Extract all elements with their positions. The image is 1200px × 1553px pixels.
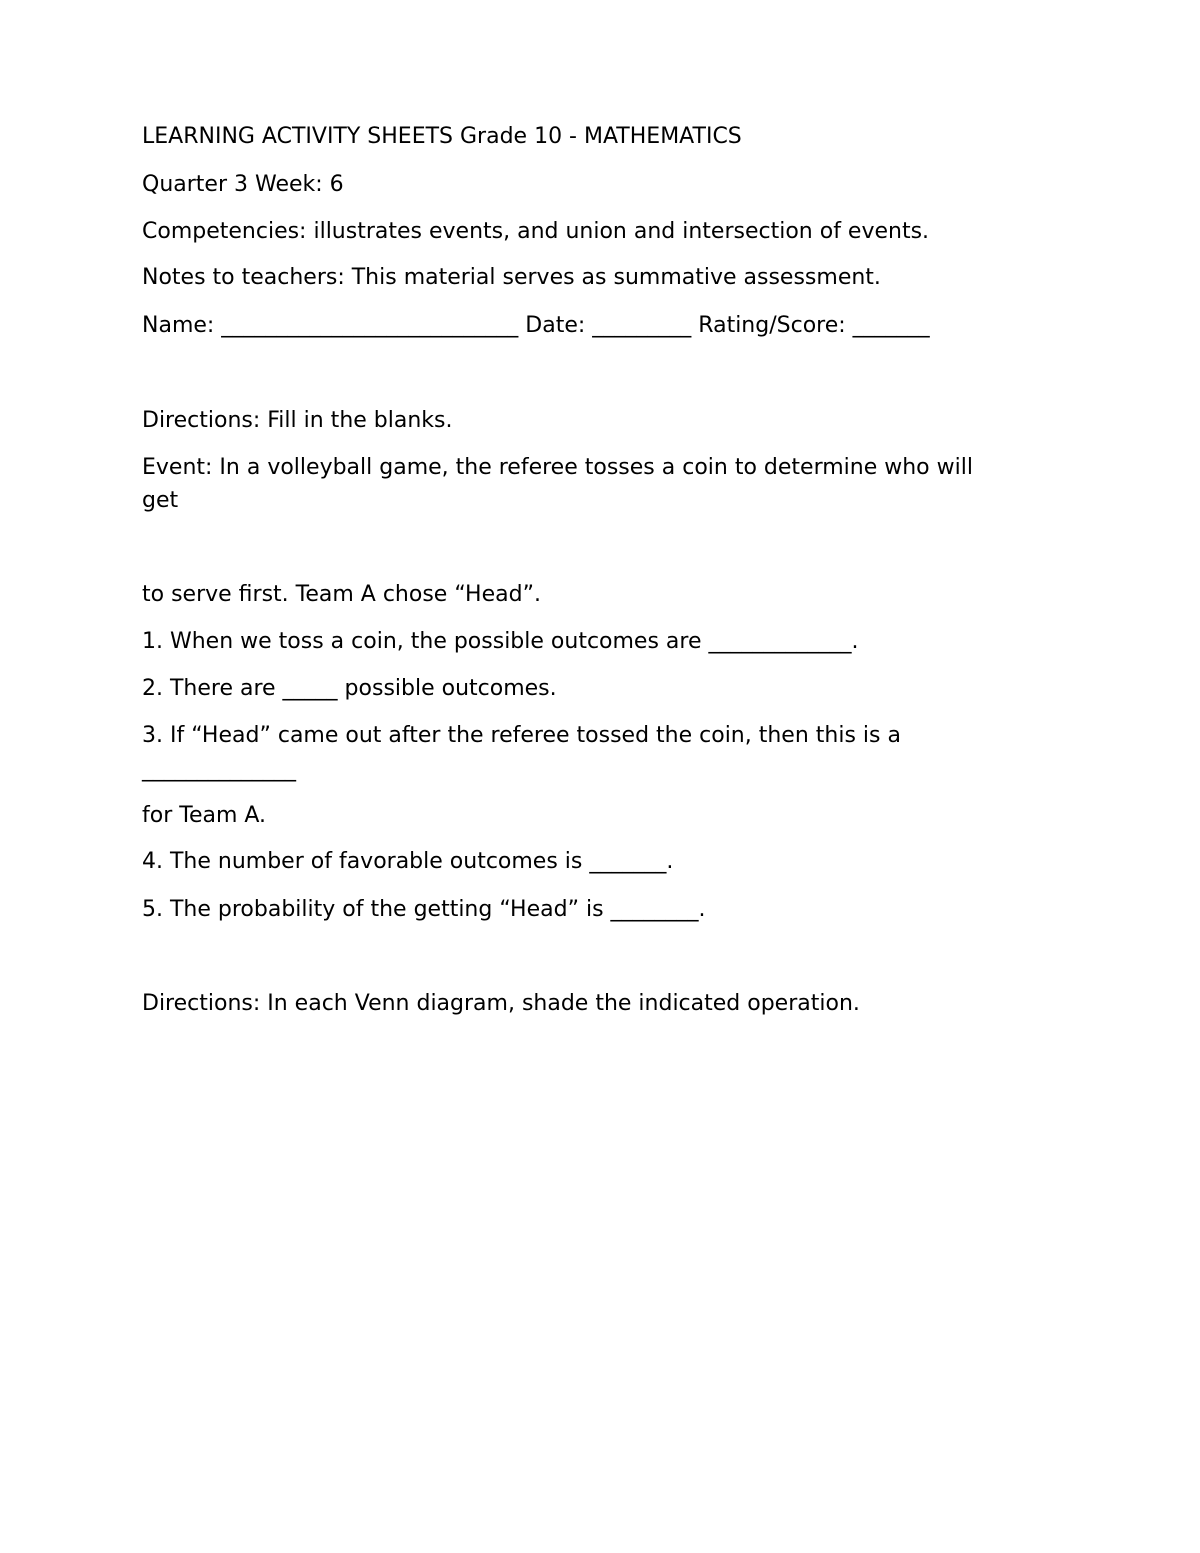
directions-fill-blanks: Directions: Fill in the blanks. — [142, 408, 453, 433]
event-text-line-1: Event: In a volleyball game, the referee tosses a coin to determine who will — [142, 455, 973, 480]
question-3-blank: ______________ — [142, 757, 296, 782]
name-date-score-line: Name: ___________________________ Date: _________ Rating/Score: _______ — [142, 313, 930, 338]
question-3-continued: for Team A. — [142, 803, 267, 828]
competencies: Competencies: illustrates events, and union and intersection of events. — [142, 219, 930, 244]
question-4: 4. The number of favorable outcomes is _______. — [142, 849, 674, 874]
question-5: 5. The probability of the getting “Head” is ________. — [142, 897, 706, 922]
event-text-line-2: get — [142, 488, 179, 513]
quarter-week: Quarter 3 Week: 6 — [142, 172, 344, 197]
directions-venn: Directions: In each Venn diagram, shade the indicated operation. — [142, 991, 860, 1016]
question-3: 3. If “Head” came out after the referee tossed the coin, then this is a — [142, 723, 901, 748]
question-1: 1. When we toss a coin, the possible outcomes are _____________. — [142, 629, 859, 654]
document-title: LEARNING ACTIVITY SHEETS Grade 10 - MATHEMATICS — [142, 124, 742, 149]
event-text-line-3: to serve first. Team A chose “Head”. — [142, 582, 541, 607]
notes-to-teachers: Notes to teachers: This material serves as summative assessment. — [142, 265, 881, 290]
question-2: 2. There are _____ possible outcomes. — [142, 676, 557, 701]
